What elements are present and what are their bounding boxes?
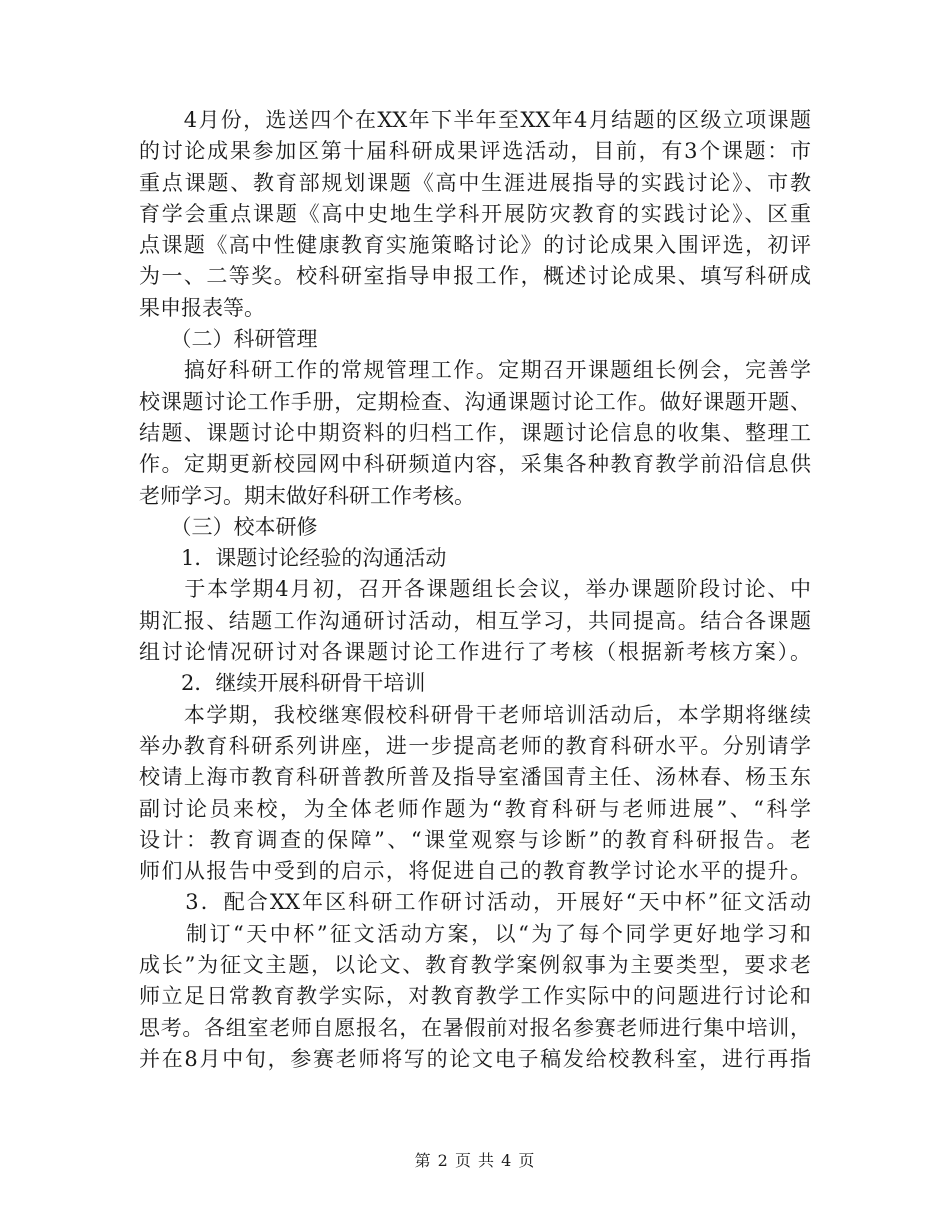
text-line: 并在8月中旬，参赛老师将写的论文电子稿发给校教科室，进行再指 [139,1046,811,1071]
text-line: 设计：教育调查的保障”、“课堂观察与诊断”的教育科研报告。老 [139,827,811,852]
text-line: 期汇报、结题工作沟通研讨活动，相互学习，共同提高。结合各课题 [139,608,811,633]
text-line: 育学会重点课题《高中史地生学科开展防灾教育的实践讨论》、区重 [139,201,811,226]
text-line: 4月份，选送四个在XX年下半年至XX年4月结题的区级立项课题 [139,108,811,132]
text-line: 副讨论员来校，为全体老师作题为“教育科研与老师进展”、“科学 [139,796,811,821]
text-line: 举办教育科研系列讲座，进一步提高老师的教育科研水平。分别请学 [139,733,811,758]
text-line: 3．配合XX年区科研工作研讨活动，开展好“天中杯”征文活动 [139,890,811,915]
page-footer: 第 2 页 共 4 页 [414,1151,536,1170]
text-line: 2．继续开展科研骨干培训 [139,671,426,696]
text-line: 搞好科研工作的常规管理工作。定期召开课题组长例会，完善学 [139,358,811,383]
text-line: 师们从报告中受到的启示，将促进自己的教育教学讨论水平的提升。 [139,859,811,884]
text-line: 制订“天中杯”征文活动方案，以“为了每个同学更好地学习和 [139,921,811,946]
text-line: 点课题《高中性健康教育实施策略讨论》的讨论成果入围评选，初评 [139,233,811,258]
text-line: 本学期，我校继寒假校科研骨干老师培训活动后，本学期将继续 [139,702,811,727]
text-line: （三）校本研修 [139,514,318,539]
text-line: （二）科研管理 [139,327,318,352]
text-line: 师立足日常教育教学实际，对教育教学工作实际中的问题进行讨论和 [139,984,811,1009]
text-line: 组讨论情况研讨对各课题讨论工作进行了考核（根据新考核方案）。 [139,640,811,665]
text-line: 结题、课题讨论中期资料的归档工作，课题讨论信息的收集、整理工 [139,420,811,445]
text-line: 成长”为征文主题，以论文、教育教学案例叙事为主要类型，要求老 [139,953,811,978]
text-line: 的讨论成果参加区第十届科研成果评选活动，目前，有3个课题：市 [139,139,811,164]
text-line: 思考。各组室老师自愿报名，在暑假前对报名参赛老师进行集中培训， [139,1015,811,1040]
text-line: 于本学期4月初，召开各课题组长会议，举办课题阶段讨论、中 [139,577,811,602]
document-body [139,105,811,1075]
text-line: 果申报表等。 [139,295,265,320]
text-line: 为一、二等奖。校科研室指导申报工作，概述讨论成果、填写科研成 [139,264,811,289]
text-line: 1．课题讨论经验的沟通活动 [139,546,447,571]
text-line: 校请上海市教育科研普教所普及指导室潘国青主任、汤林春、杨玉东 [139,765,811,790]
text-line: 作。定期更新校园网中科研频道内容，采集各种教育教学前沿信息供 [139,452,811,477]
text-line: 校课题讨论工作手册，定期检查、沟通课题讨论工作。做好课题开题、 [139,389,811,414]
text-line: 重点课题、教育部规划课题《高中生涯进展指导的实践讨论》、市教 [139,170,811,195]
text-line: 老师学习。期末做好科研工作考核。 [139,483,475,508]
